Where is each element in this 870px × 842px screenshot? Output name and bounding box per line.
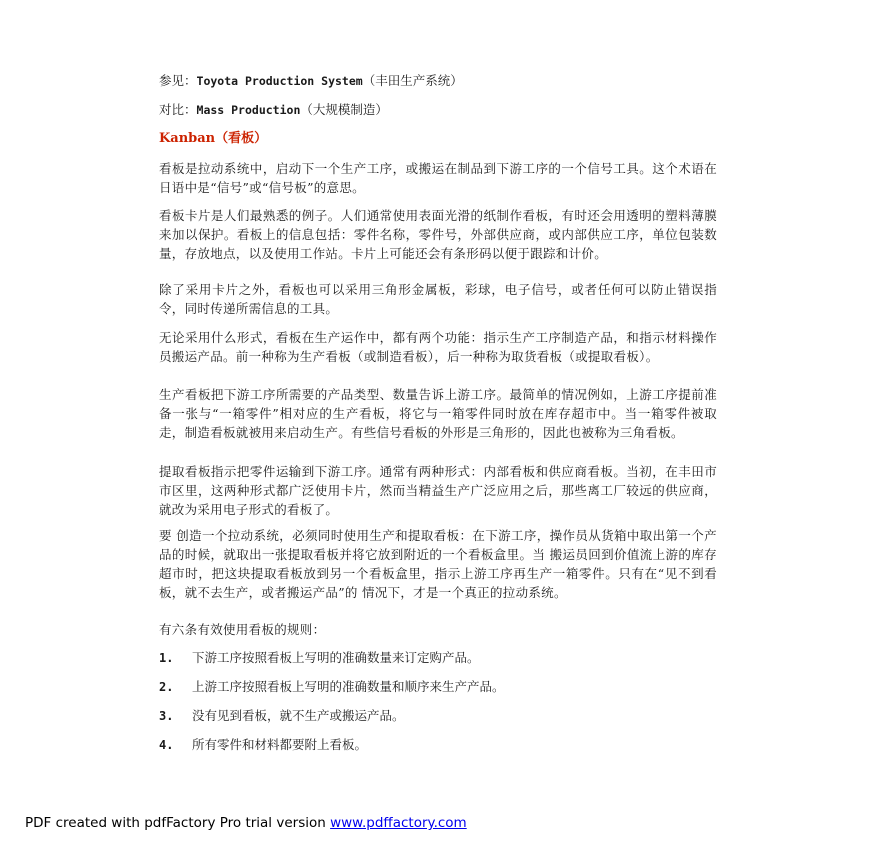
- rule-number: 4.: [159, 738, 174, 752]
- section-heading: Kanban（看板）: [159, 131, 268, 146]
- rule-text: 上游工序按照看板上写明的准确数量和顺序来生产产品。: [192, 679, 505, 694]
- rule-text: 下游工序按照看板上写明的准确数量来订定购产品。: [192, 650, 480, 665]
- rule-number: 3.: [159, 709, 174, 723]
- paragraph-7: 要 创造一个拉动系统，必须同时使用生产和提取看板：在下游工序，操作员从货箱中取出第一个产品的时候，就取出一张提取看板并将它放到附近的一个看板盒里。当 搬运员回到价值流上游的库存超市时，把这块提取看板放到另一个看板盒里，指示上游工序再生产一箱零件。只有在“见不到看板，就不去生产，或者搬运产品”的 情况下，才是一个真正的拉动系统。: [159, 528, 717, 600]
- paragraph-2: 看板卡片是人们最熟悉的例子。人们通常使用表面光滑的纸制作看板，有时还会用透明的塑料薄膜来加以保护。看板上的信息包括：零件名称，零件号，外部供应商，或内部供应工序，单位包装数量，存放地点，以及使用工作站。卡片上可能还会有条形码以便于跟踪和计价。: [159, 208, 717, 261]
- pdffactory-link[interactable]: www.pdffactory.com: [330, 815, 467, 831]
- rule-item: [159, 648, 480, 668]
- see-also-term: Toyota Production System: [196, 74, 363, 88]
- rule-text: 没有见到看板，就不生产或搬运产品。: [192, 708, 405, 723]
- see-also-translation: （丰田生产系统）: [362, 73, 463, 88]
- see-also-line: [159, 71, 463, 91]
- rule-item: [159, 677, 505, 697]
- see-also-label: 参见：: [159, 73, 197, 88]
- rules-intro: 有六条有效使用看板的规则：: [159, 622, 326, 637]
- compare-line: [159, 100, 388, 120]
- rule-item: [159, 735, 367, 755]
- pdf-footer: [25, 815, 467, 831]
- paragraph-6: 提取看板指示把零件运输到下游工序。通常有两种形式：内部看板和供应商看板。当初，在丰田市市区里，这两种形式都广泛使用卡片，然而当精益生产广泛应用之后，那些离工厂较远的供应商，就改为采用电子形式的看板了。: [159, 464, 717, 517]
- compare-translation: （大规模制造）: [300, 102, 388, 117]
- paragraph-3: 除了采用卡片之外，看板也可以采用三角形金属板，彩球，电子信号，或者任何可以防止错误指令，同时传递所需信息的工具。: [159, 282, 717, 316]
- compare-term: Mass Production: [196, 103, 301, 117]
- paragraph-5: 生产看板把下游工序所需要的产品类型、数量告诉上游工序。最简单的情况例如，上游工序提前准备一张与“一箱零件”相对应的生产看板，将它与一箱零件同时放在库存超市中。当一箱零件被取走，制造看板就被用来启动生产。有些信号看板的外形是三角形的，因此也被称为三角看板。: [159, 387, 717, 440]
- paragraph-4: 无论采用什么形式，看板在生产运作中，都有两个功能：指示生产工序制造产品，和指示材料操作员搬运产品。前一种称为生产看板（或制造看板），后一种称为取货看板（或提取看板）。: [159, 330, 717, 364]
- compare-label: 对比：: [159, 102, 197, 117]
- rule-number: 2.: [159, 680, 174, 694]
- rule-number: 1.: [159, 651, 174, 665]
- rule-item: [159, 706, 405, 726]
- footer-text: PDF created with pdfFactory Pro trial version: [25, 815, 331, 831]
- rule-text: 所有零件和材料都要附上看板。: [192, 737, 368, 752]
- paragraph-1: 看板是拉动系统中，启动下一个生产工序，或搬运在制品到下游工序的一个信号工具。这个术语在日语中是“信号”或“信号板”的意思。: [159, 161, 717, 195]
